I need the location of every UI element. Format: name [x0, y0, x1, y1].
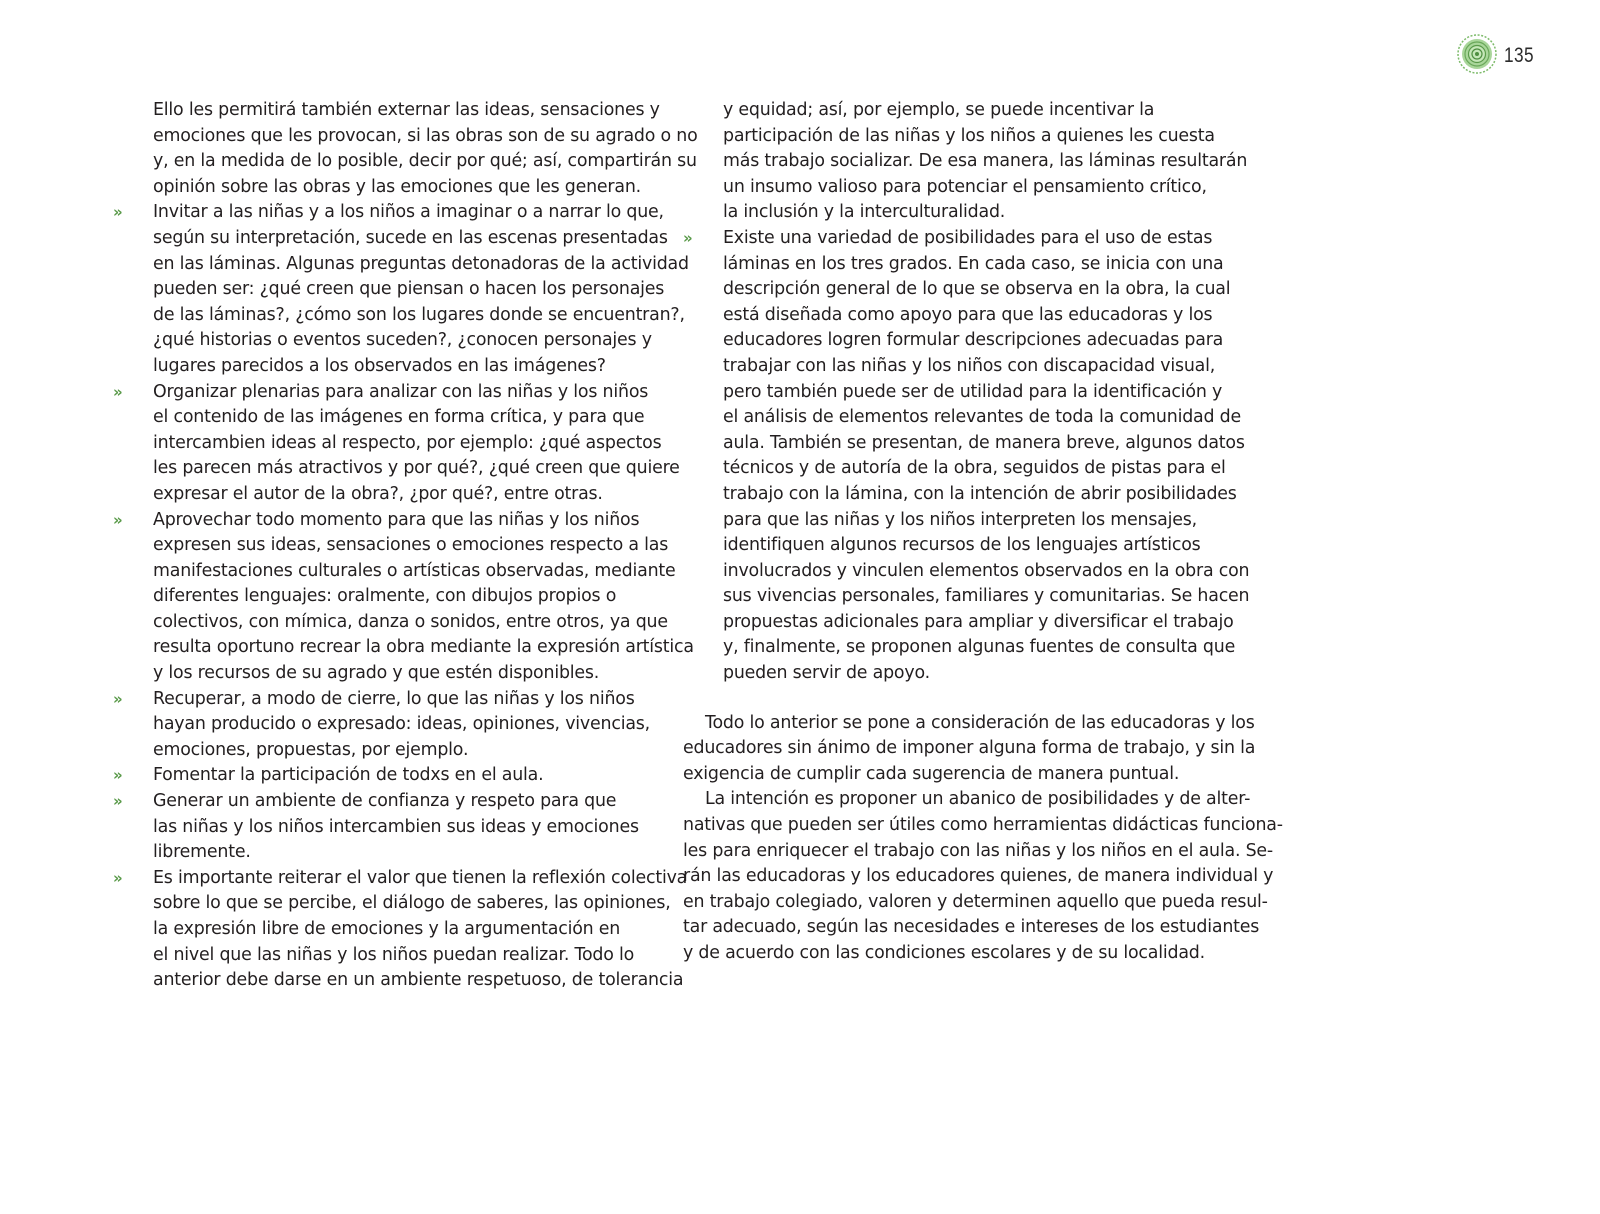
text-line [113, 610, 683, 636]
text-line [113, 98, 683, 124]
text-line [683, 175, 1283, 201]
bullet-marker-icon: » [113, 382, 123, 401]
line-text: colectivos, con mímica, danza o sonidos, entre otros, ya que [153, 611, 668, 632]
line-text: intercambien ideas al respecto, por ejemplo: ¿qué aspectos [153, 432, 662, 453]
text-line [113, 354, 683, 380]
text-line [683, 533, 1283, 559]
text-line [683, 456, 1283, 482]
text-line [683, 124, 1283, 150]
text-line [683, 277, 1283, 303]
line-text: para que las niñas y los niños interpreten los mensajes, [723, 509, 1197, 530]
line-text: el análisis de elementos relevantes de toda la comunidad de [723, 407, 1242, 428]
line-text: La intención es proponer un abanico de posibilidades y de alter- [705, 789, 1251, 810]
line-text: participación de las niñas y los niños a quienes les cuesta [723, 125, 1215, 146]
line-text: técnicos y de autoría de la obra, seguidos de pistas para el [723, 458, 1226, 479]
text-line [113, 482, 683, 508]
line-text: emociones que les provocan, si las obras son de su agrado o no [153, 125, 698, 146]
line-text: Aprovechar todo momento para que las niñas y los niños [153, 509, 640, 530]
line-text: está diseñada como apoyo para que las educadoras y los [723, 304, 1213, 325]
text-line [113, 815, 683, 841]
text-line [683, 405, 1283, 431]
line-text: Recuperar, a modo de cierre, lo que las niñas y los niños [153, 688, 635, 709]
line-text: el nivel que las niñas y los niños puedan realizar. Todo lo [153, 944, 635, 965]
text-line [683, 941, 1283, 967]
text-line [683, 431, 1283, 457]
text-line [683, 328, 1283, 354]
bullet-line [113, 380, 683, 406]
line-text: Organizar plenarias para analizar con las niñas y los niños [153, 381, 649, 402]
text-line [113, 149, 697, 175]
line-text: descripción general de lo que se observa en la obra, la cual [723, 279, 1231, 300]
text-line [113, 431, 683, 457]
text-line [113, 840, 683, 866]
line-text: pueden ser: ¿qué creen que piensan o hacen los personajes [153, 279, 665, 300]
line-text: lugares parecidos a los observados en las imágenes? [153, 355, 606, 376]
line-text: láminas en los tres grados. En cada caso, se inicia con una [723, 253, 1224, 274]
text-line [113, 559, 683, 585]
text-line [683, 303, 1283, 329]
line-text: un insumo valioso para potenciar el pensamiento crítico, [723, 176, 1207, 197]
text-line [683, 610, 1283, 636]
line-text: y los recursos de su agrado y que estén disponibles. [153, 663, 600, 684]
line-text: en las láminas. Algunas preguntas detonadoras de la actividad [153, 253, 689, 274]
text-line [113, 917, 683, 943]
line-text: en trabajo colegiado, valoren y determinen aquello que pueda resul- [683, 891, 1268, 912]
line-text: involucrados y vinculen elementos observados en la obra con [723, 560, 1250, 581]
line-text: más trabajo socializar. De esa manera, las láminas resultarán [723, 151, 1248, 172]
text-line [683, 98, 1283, 124]
text-line [113, 584, 683, 610]
bullet-line [113, 200, 683, 226]
line-text: Fomentar la participación de todxs en el aula. [153, 765, 544, 786]
text-line [113, 175, 683, 201]
line-text: educadores logren formular descripciones adecuadas para [723, 330, 1224, 351]
text-line [113, 405, 683, 431]
line-text: ¿qué historias o eventos suceden?, ¿conocen personajes y [153, 330, 652, 351]
text-line [683, 711, 1283, 737]
text-line [683, 149, 1283, 175]
bullet-marker-icon: » [113, 510, 123, 529]
line-text: la inclusión y la interculturalidad. [723, 202, 1006, 223]
bullet-line [113, 687, 683, 713]
bullet-marker-icon: » [113, 868, 123, 887]
line-text: sobre lo que se percibe, el diálogo de saberes, las opiniones, [153, 893, 671, 914]
bullet-marker-icon: » [113, 203, 123, 222]
text-line [683, 559, 1283, 585]
line-text: rán las educadoras y los educadores quienes, de manera individual y [683, 866, 1274, 887]
line-text: la expresión libre de emociones y la argumentación en [153, 919, 621, 939]
text-line [113, 226, 683, 252]
text-line [113, 661, 683, 687]
line-text: Todo lo anterior se pone a consideración de las educadoras y los [705, 712, 1255, 733]
line-text: sus vivencias personales, familiares y comunitarias. Se hacen [723, 586, 1250, 607]
text-line [683, 508, 1283, 534]
line-text: el contenido de las imágenes en forma crítica, y para que [153, 407, 645, 428]
line-text: identifiquen algunos recursos de los lenguajes artísticos [723, 535, 1201, 556]
page-header [1457, 36, 1541, 76]
line-text: y de acuerdo con las condiciones escolares y de su localidad. [683, 943, 1205, 963]
line-text: trabajo con la lámina, con la intención de abrir posibilidades [723, 483, 1237, 504]
line-text: Existe una variedad de posibilidades para el uso de estas [723, 227, 1213, 248]
text-line [683, 813, 1283, 839]
bullet-marker-icon: » [113, 792, 123, 811]
bullet-line [113, 508, 683, 534]
text-line [683, 736, 1283, 762]
line-text: pueden servir de apoyo. [723, 663, 930, 684]
bullet-line [113, 763, 683, 789]
text-line [683, 762, 1283, 788]
line-text: diferentes lenguajes: oralmente, con dibujos propios o [153, 586, 617, 607]
text-line [113, 303, 683, 329]
text-line [113, 712, 683, 738]
paragraph-gap [683, 687, 1283, 711]
text-line [113, 891, 683, 917]
text-line [113, 943, 683, 969]
line-text: expresar el autor de la obra?, ¿por qué?, entre otras. [153, 483, 603, 504]
line-text: aula. También se presentan, de manera breve, algunos datos [723, 432, 1245, 453]
bullet-marker-icon: » [683, 228, 693, 247]
bullet-line [113, 866, 688, 892]
line-text: libremente. [153, 842, 251, 863]
line-text: educadores sin ánimo de imponer alguna forma de trabajo, y sin la [683, 738, 1256, 759]
text-line [683, 200, 1283, 226]
text-line [683, 354, 1283, 380]
page-number: 135 [1504, 44, 1534, 67]
line-text: de las láminas?, ¿cómo son los lugares donde se encuentran?, [153, 304, 685, 325]
bullet-line [683, 226, 1283, 252]
line-text: resulta oportuno recrear la obra mediante la expresión artística [153, 637, 694, 658]
bullet-marker-icon: » [113, 766, 123, 785]
right-column [683, 98, 1283, 967]
text-line [113, 738, 683, 764]
line-text: y, en la medida de lo posible, decir por qué; así, compartirán su [153, 151, 697, 172]
line-text: trabajar con las niñas y los niños con discapacidad visual, [723, 355, 1216, 376]
bullet-line [113, 789, 683, 815]
line-text: tar adecuado, según las necesidades e intereses de los estudiantes [683, 917, 1260, 938]
text-line [113, 968, 683, 994]
bullet-marker-icon: » [113, 689, 123, 708]
line-text: les parecen más atractivos y por qué?, ¿qué creen que quiere [153, 458, 680, 479]
line-text: Invitar a las niñas y a los niños a imaginar o a narrar lo que, [153, 202, 664, 223]
line-text: las niñas y los niños intercambien sus ideas y emociones [153, 816, 639, 837]
line-text: expresen sus ideas, sensaciones o emociones respecto a las [153, 535, 669, 556]
text-line [683, 787, 1283, 813]
text-line [683, 584, 1283, 610]
text-line [113, 252, 689, 278]
line-text: emociones, propuestas, por ejemplo. [153, 739, 469, 760]
text-line [683, 482, 1283, 508]
text-line [113, 124, 698, 150]
line-text: nativas que pueden ser útiles como herramientas didácticas funciona- [683, 815, 1283, 836]
text-line [113, 277, 683, 303]
left-column [113, 98, 698, 994]
text-line [113, 456, 683, 482]
line-text: y, finalmente, se proponen algunas fuentes de consulta que [723, 637, 1236, 658]
text-line [683, 864, 1283, 890]
text-line [113, 635, 694, 661]
text-line [683, 635, 1283, 661]
line-text: hayan producido o expresado: ideas, opiniones, vivencias, [153, 714, 650, 735]
text-line [683, 890, 1283, 916]
text-line [683, 839, 1283, 865]
line-text: exigencia de cumplir cada sugerencia de manera puntual. [683, 763, 1180, 784]
line-text: manifestaciones culturales o artísticas observadas, mediante [153, 560, 676, 581]
line-text: pero también puede ser de utilidad para la identificación y [723, 381, 1223, 402]
line-text: Es importante reiterar el valor que tienen la reflexión colectiva [153, 867, 688, 888]
line-text: propuestas adicionales para ampliar y diversificar el trabajo [723, 611, 1234, 632]
line-text: Generar un ambiente de confianza y respeto para que [153, 791, 617, 812]
text-line [683, 915, 1283, 941]
text-line [683, 380, 1283, 406]
line-text: opinión sobre las obras y las emociones que les generan. [153, 176, 641, 197]
text-line [113, 533, 683, 559]
line-text: y equidad; así, por ejemplo, se puede incentivar la [723, 100, 1155, 120]
line-text: Ello les permitirá también externar las ideas, sensaciones y [153, 100, 660, 120]
text-line [683, 661, 1283, 687]
text-line [113, 328, 683, 354]
text-line [683, 252, 1283, 278]
rosette-ornament-icon [1457, 34, 1497, 78]
line-text: les para enriquecer el trabajo con las niñas y los niños en el aula. Se- [683, 840, 1274, 861]
line-text: anterior debe darse en un ambiente respetuoso, de tolerancia [153, 970, 684, 991]
line-text: según su interpretación, sucede en las escenas presentadas [153, 227, 668, 248]
